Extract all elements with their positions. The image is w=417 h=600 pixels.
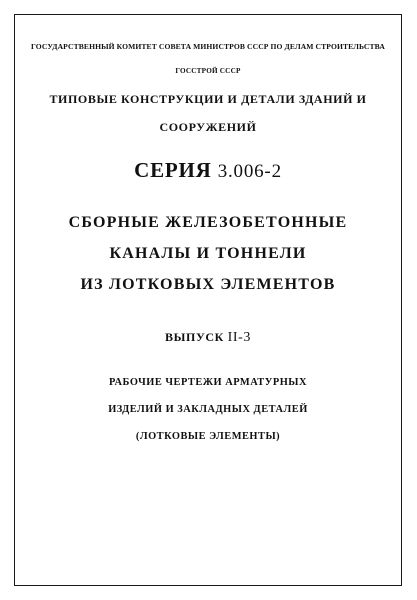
collection-title-line-1: ТИПОВЫЕ КОНСТРУКЦИИ И ДЕТАЛИ ЗДАНИЙ И bbox=[49, 92, 367, 106]
series-heading bbox=[14, 158, 402, 183]
issue-label: ВЫПУСК bbox=[165, 330, 224, 344]
series-number: 3.006-2 bbox=[217, 161, 282, 182]
document-title-line-3: ИЗ ЛОТКОВЫХ ЭЛЕМЕНТОВ bbox=[80, 276, 336, 293]
subtitle-line-2: ИЗДЕЛИЙ И ЗАКЛАДНЫХ ДЕТАЛЕЙ bbox=[108, 404, 308, 415]
document-title-line-1: СБОРНЫЕ ЖЕЛЕЗОБЕТОННЫЕ bbox=[68, 214, 348, 231]
issue-number: II-3 bbox=[227, 330, 251, 345]
document-title-line-2: КАНАЛЫ И ТОННЕЛИ bbox=[109, 245, 307, 262]
series-label: СЕРИЯ bbox=[134, 158, 212, 182]
issue-heading bbox=[14, 330, 402, 346]
subtitle-line-3: (ЛОТКОВЫЕ ЭЛЕМЕНТЫ) bbox=[135, 431, 281, 442]
collection-title-line-2: СООРУЖЕНИЙ bbox=[159, 120, 257, 134]
committee-heading: ГОСУДАРСТВЕННЫЙ КОМИТЕТ СОВЕТА МИНИСТРОВ СССР ПО ДЕЛАМ СТРОИТЕЛЬСТВА bbox=[31, 42, 385, 51]
subtitle-line-1: РАБОЧИЕ ЧЕРТЕЖИ АРМАТУРНЫХ bbox=[109, 377, 307, 388]
agency-heading: ГОССТРОЙ СССР bbox=[175, 67, 241, 75]
